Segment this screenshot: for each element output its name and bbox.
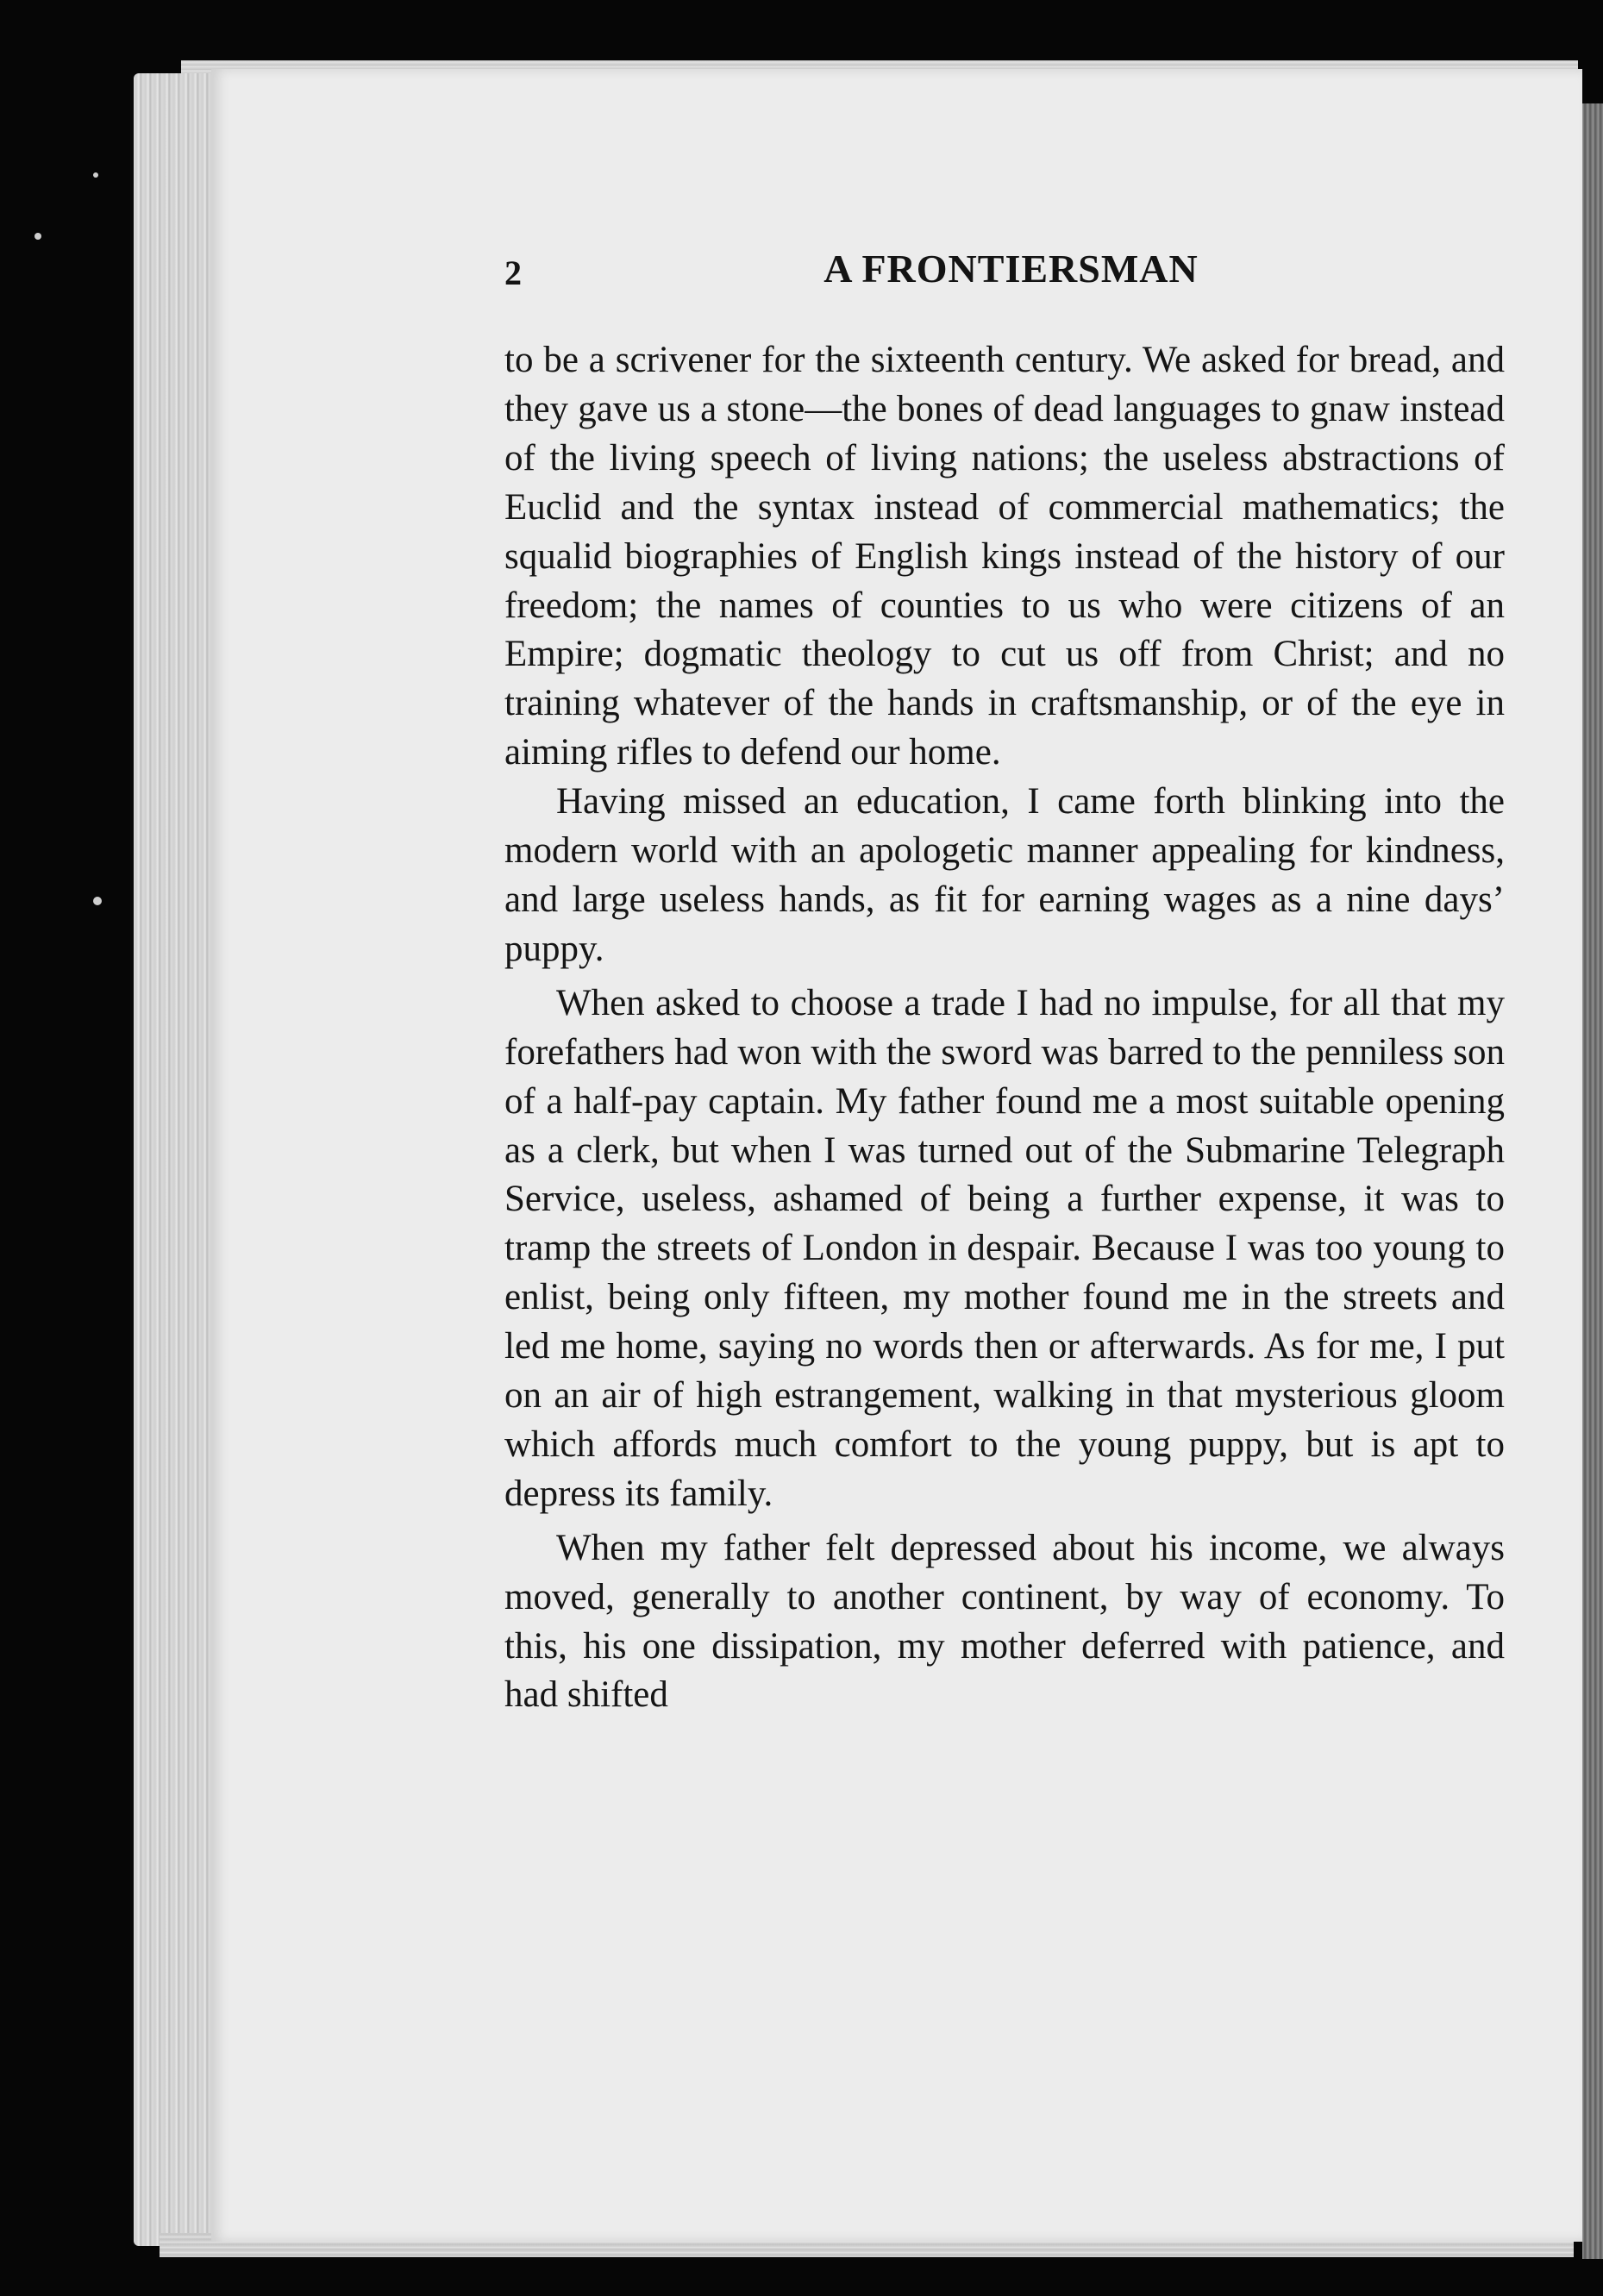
paragraph-2: Having missed an education, I came forth blinking into the modern world with an apologetic manner appealing for kindness, and large useless hands, as fit for earning wages as a nine days’ puppy.	[504, 781, 1505, 969]
scan-speck	[34, 233, 41, 240]
running-head	[504, 246, 1518, 306]
book-title: A FRONTIERSMAN	[823, 247, 1199, 291]
scan-speck	[93, 172, 98, 178]
paragraph-1: to be a scrivener for the sixteenth century. We asked for bread, and they gave us a stone—the bones of dead languages to gnaw instead of the living speech of living nations; the useless abstractions of Euclid and the syntax instead of commercial mathematics; the squalid biographies of English kings instead of the history of our freedom; the names of counties to us who were citizens of an Empire; dogmatic theology to cut us off from Christ; and no training whatever of the hands in craftsmanship, or of the eye in aiming rifles to defend our home.	[504, 340, 1505, 773]
scan-speck	[93, 897, 102, 905]
body-text	[504, 336, 1505, 1720]
paragraph-3: When asked to choose a trade I had no impulse, for all that my forefathers had won with the sword was barred to the penniless son of a half-pay captain. My father found me a most suitable opening as a clerk, but when I was turned out of the Submarine Telegraph Service, useless, ashamed of being a further expense, it was to tramp the streets of London in despair. Because I was too young to enlist, being only fifteen, my mother found me in the streets and led me home, saying no words then or afterwards. As for me, I put on an air of high estrangement, walking in that mysterious gloom which affords much comfort to the young puppy, but is apt to depress its family.	[504, 982, 1505, 1514]
page-number: 2	[504, 253, 522, 292]
paragraph-4: When my father felt depressed about his income, we always moved, generally to another continent, by way of economy. To this, his one dissipation, my mother deferred with patience, and had shifted	[504, 1527, 1505, 1716]
page-edge-right	[1582, 103, 1603, 2259]
